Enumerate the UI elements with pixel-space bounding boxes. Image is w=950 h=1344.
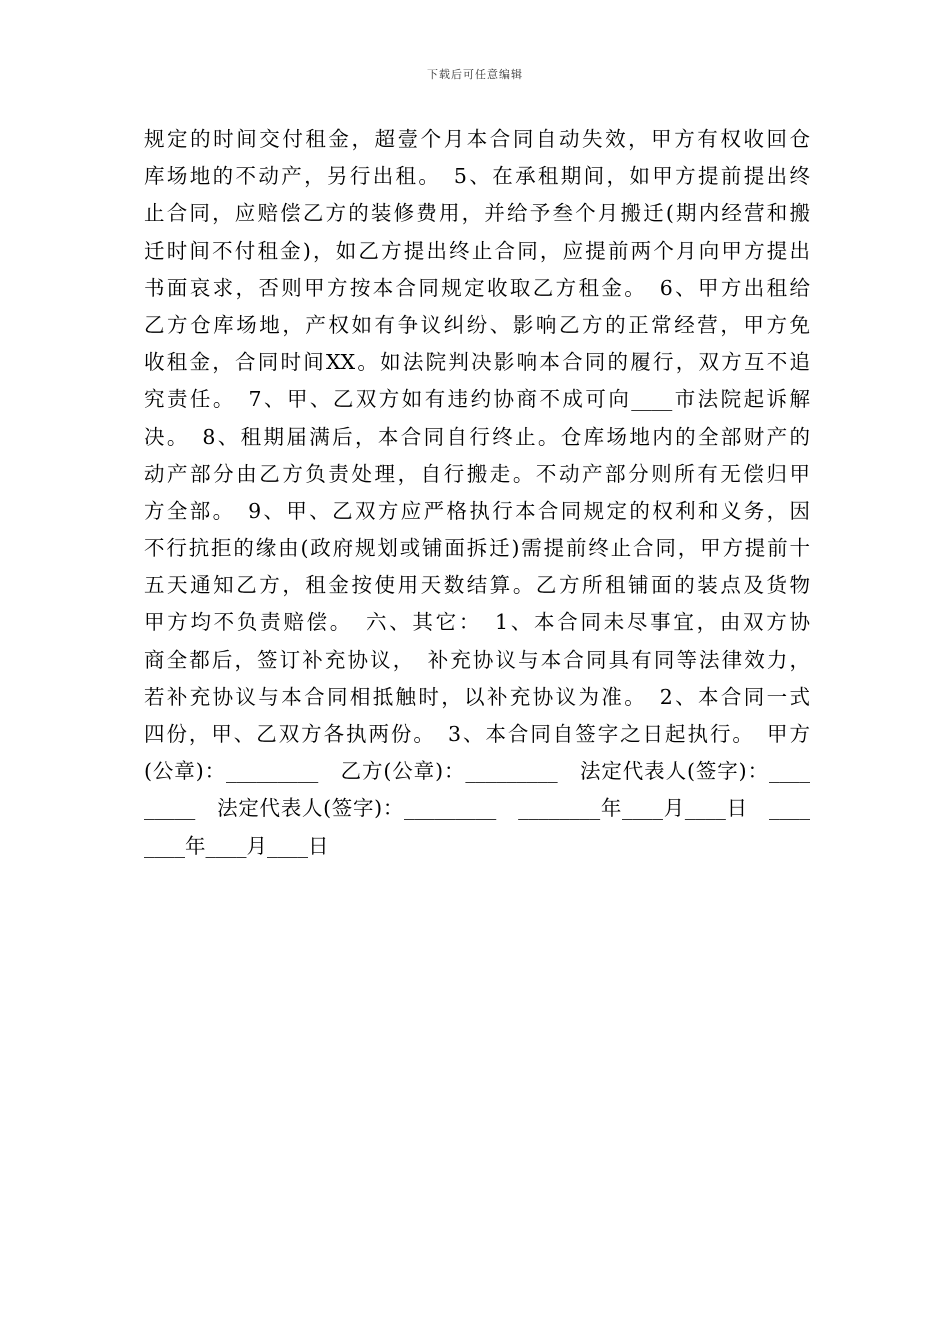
contract-line: 究责任。 7、甲、乙双方如有违约协商不成可向____市法院起诉解 [144, 387, 810, 412]
contract-line: 乙方仓库场地，产权如有争议纠纷、影响乙方的正常经营，甲方免 [144, 312, 810, 337]
page-header-note: 下载后可任意编辑 [427, 68, 523, 81]
contract-line: 书面哀求，否则甲方按本合同规定收取乙方租金。 6、甲方出租给 [144, 275, 810, 300]
contract-line: 商全都后，签订补充协议， 补充协议与本合同具有同等法律效力， [144, 647, 810, 672]
contract-line: 收租金，合同时间XX。如法院判决影响本合同的履行，双方互不追 [144, 350, 810, 375]
contract-line: 甲方均不负责赔偿。 六、其它： 1、本合同未尽事宜，由双方协 [144, 610, 810, 635]
contract-line: 动产部分由乙方负责处理，自行搬走。不动产部分则所有无偿归甲 [144, 461, 810, 486]
contract-line: 库场地的不动产，另行出租。 5、在承租期间，如甲方提前提出终 [144, 164, 810, 189]
contract-line: 决。 8、租期届满后，本合同自行终止。仓库场地内的全部财产的 [144, 424, 810, 449]
signature-line: (公章)：_________ 乙方(公章)：_________ 法定代表人(签字)：____ [144, 759, 810, 784]
contract-body [144, 121, 810, 865]
contract-line: 止合同，应赔偿乙方的装修费用，并给予叁个月搬迁(期内经营和搬 [144, 201, 810, 226]
contract-line: 方全部。 9、甲、乙双方应严格执行本合同规定的权利和义务，因 [144, 498, 810, 523]
signature-line: _____ 法定代表人(签字)：_________ ________年____月____日 ____ [144, 796, 810, 821]
contract-line: 五天通知乙方，租金按使用天数结算。乙方所租铺面的装点及货物 [144, 573, 810, 598]
contract-line: 规定的时间交付租金，超壹个月本合同自动失效，甲方有权收回仓 [144, 127, 810, 151]
contract-line: 若补充协议与本合同相抵触时，以补充协议为准。 2、本合同一式 [144, 684, 810, 709]
date-line: ____年____月____日 [144, 833, 329, 858]
contract-line: 不行抗拒的缘由(政府规划或铺面拆迁)需提前终止合同，甲方提前十 [144, 536, 810, 561]
contract-line: 迁时间不付租金)，如乙方提出终止合同，应提前两个月向甲方提出 [144, 238, 810, 263]
contract-line: 四份，甲、乙双方各执两份。 3、本合同自签字之日起执行。 甲方 [144, 722, 810, 746]
